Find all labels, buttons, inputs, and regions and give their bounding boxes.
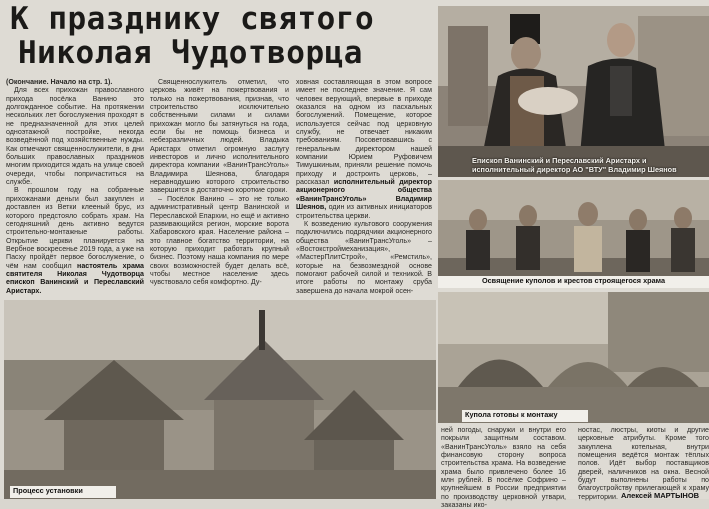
- caption-photo-1: Епископ Ванинский и Переславский Аристарх и исполнительный директор АО "ВТУ" Владимир Шеянов: [472, 156, 677, 174]
- headline-line-2: Николая Чудотворца: [18, 35, 363, 71]
- photo-consecration-image: [438, 180, 709, 288]
- bold-text: настоятель храма святителя Николая Чудотворца епископ Ванинский и Переславский Аристарх.: [6, 261, 144, 295]
- continuation-note: (Окончание. Начало на стр. 1).: [6, 78, 113, 86]
- photo-domes-image: [438, 292, 709, 423]
- bold-text: исполнительный директор акционерного общества «ВанинТрансУголь» Владимир Шеянов,: [296, 178, 432, 212]
- paragraph-text: один из активных инициаторов строительства церкви.: [296, 203, 432, 220]
- photo-bishop-image: [438, 6, 709, 177]
- text-column-2: [150, 78, 289, 298]
- paragraph-text: В прошлом году на собранные прихожанами деньги был закуплен и доставлен из Ветки клееный брус, из которого предстояло собрать храм. На сегодняшний день активно ведутся строительно-монтажные работы. Открытие церкви планируется на Вербное воскресенье 2019 года, а уже на Пасху пройдёт первое богослужение, о чём нам сообщил: [6, 186, 144, 270]
- paragraph: – Посёлок Ванино – это не только административный центр Ванинской и Переславской Епархии, но ещё и активно развивающийся регион, морские ворота Хабаровского края. Население района – это главное богатство территории, на которую приходит работать крупный бизнес. Поэтому наша компания по мере своих возможностей будет делать всё, чтобы местное население здесь чувствовало себя комфортно. Ду-: [150, 194, 289, 287]
- paragraph: ностас, люстры, киоты и другие церковные атрибуты. Кроме того закуплена котельная, внутри помещения ведётся монтаж тёплых полов. Идёт выбор поставщиков дверей, наличников на окна. Весной будут выполнены работы по благоустройству прилегающей к храму территории.: [578, 426, 709, 501]
- photo-consecration: [438, 180, 709, 288]
- article-headline: [4, 2, 436, 74]
- paragraph: Священнослужитель отметил, что церковь живёт на пожертвования и только на пожертвования, признав, что строительство исключительно собственными силами и силами прихожан могло бы затянуться на года, если бы не помощь бизнеса и небезразличных людей. Владыка Аристарх отметил огромную заслугу инвесторов и лично исполнительного директора компании «ВанинТрансУголь» Владимира Шеянова, благодаря неравнодушию которого строительство завершится в достаточно короткие сроки.: [150, 78, 289, 195]
- paragraph: ней погоды, снаружи и внутри его покрыли защитным составом. «ВанинТрансУголь» взяло на себя финансовую сторону вопроса строительства храма. На возведение храма было привлечено более 16 млн рублей. В посёлке Софрино – крупнейшем в России предприятии по производству церковной утвари, заказаны ико-: [441, 426, 566, 509]
- text-column-1: [6, 78, 144, 298]
- photo-bishop-and-director: [438, 6, 709, 177]
- photo-domes: [438, 292, 709, 423]
- paragraph: Для всех прихожан православного прихода посёлка Ванино это долгожданное событие. На протяжении нескольких лет богослужения проходят в не предназначенной для этих целей одноэтажной постройке, некогда возведённой под хозяйственные нужды. Как отмечают священнослужители, в дни больших православных праздников многим приходится ждать на улице своей очереди, чтобы попричаститься на службе.: [6, 86, 144, 187]
- caption-photo-2: Освящение куполов и крестов строящегося храма: [438, 276, 709, 288]
- photo-installation-image: [4, 300, 436, 499]
- paragraph: К возведению культового сооружения подключились подрядчики акционерного общества «ВанинТрансУголь» – «Востокстроймеханизация», «МастерПлитСтрой», «Ремстиль», которые на безвозмездной основе помогают рабочей силой и техникой. В итоге работы по монтажу сруба завершена до начала мокрой осен-: [296, 219, 432, 295]
- headline-line-1: К празднику святого: [10, 1, 375, 37]
- caption-photo-4: Процесс установки: [10, 486, 116, 498]
- article-author: Алексей МАРТЫНОВ: [621, 491, 700, 500]
- photo-installation: [4, 300, 436, 499]
- paragraph-text: ховная составляющая в этом вопросе имеет не последнее значение. Я сам человек верующий, впервые в приходе оказался на одном из пасхальных богослужений. Помещение, которое используется сейчас под церковную службу, не отвечает никаким требованиям. Посоветовавшись с генеральным директором нашей компании Юрием Руфовичем Тимушкиным, приняли решение помочь приходу и достроить церковь, – рассказал: [296, 78, 432, 187]
- caption-photo-3: Купола готовы к монтажу: [462, 410, 588, 422]
- text-column-5: [578, 426, 709, 499]
- text-column-4: [441, 426, 566, 509]
- paragraph: [296, 78, 432, 220]
- paragraph: [6, 186, 144, 294]
